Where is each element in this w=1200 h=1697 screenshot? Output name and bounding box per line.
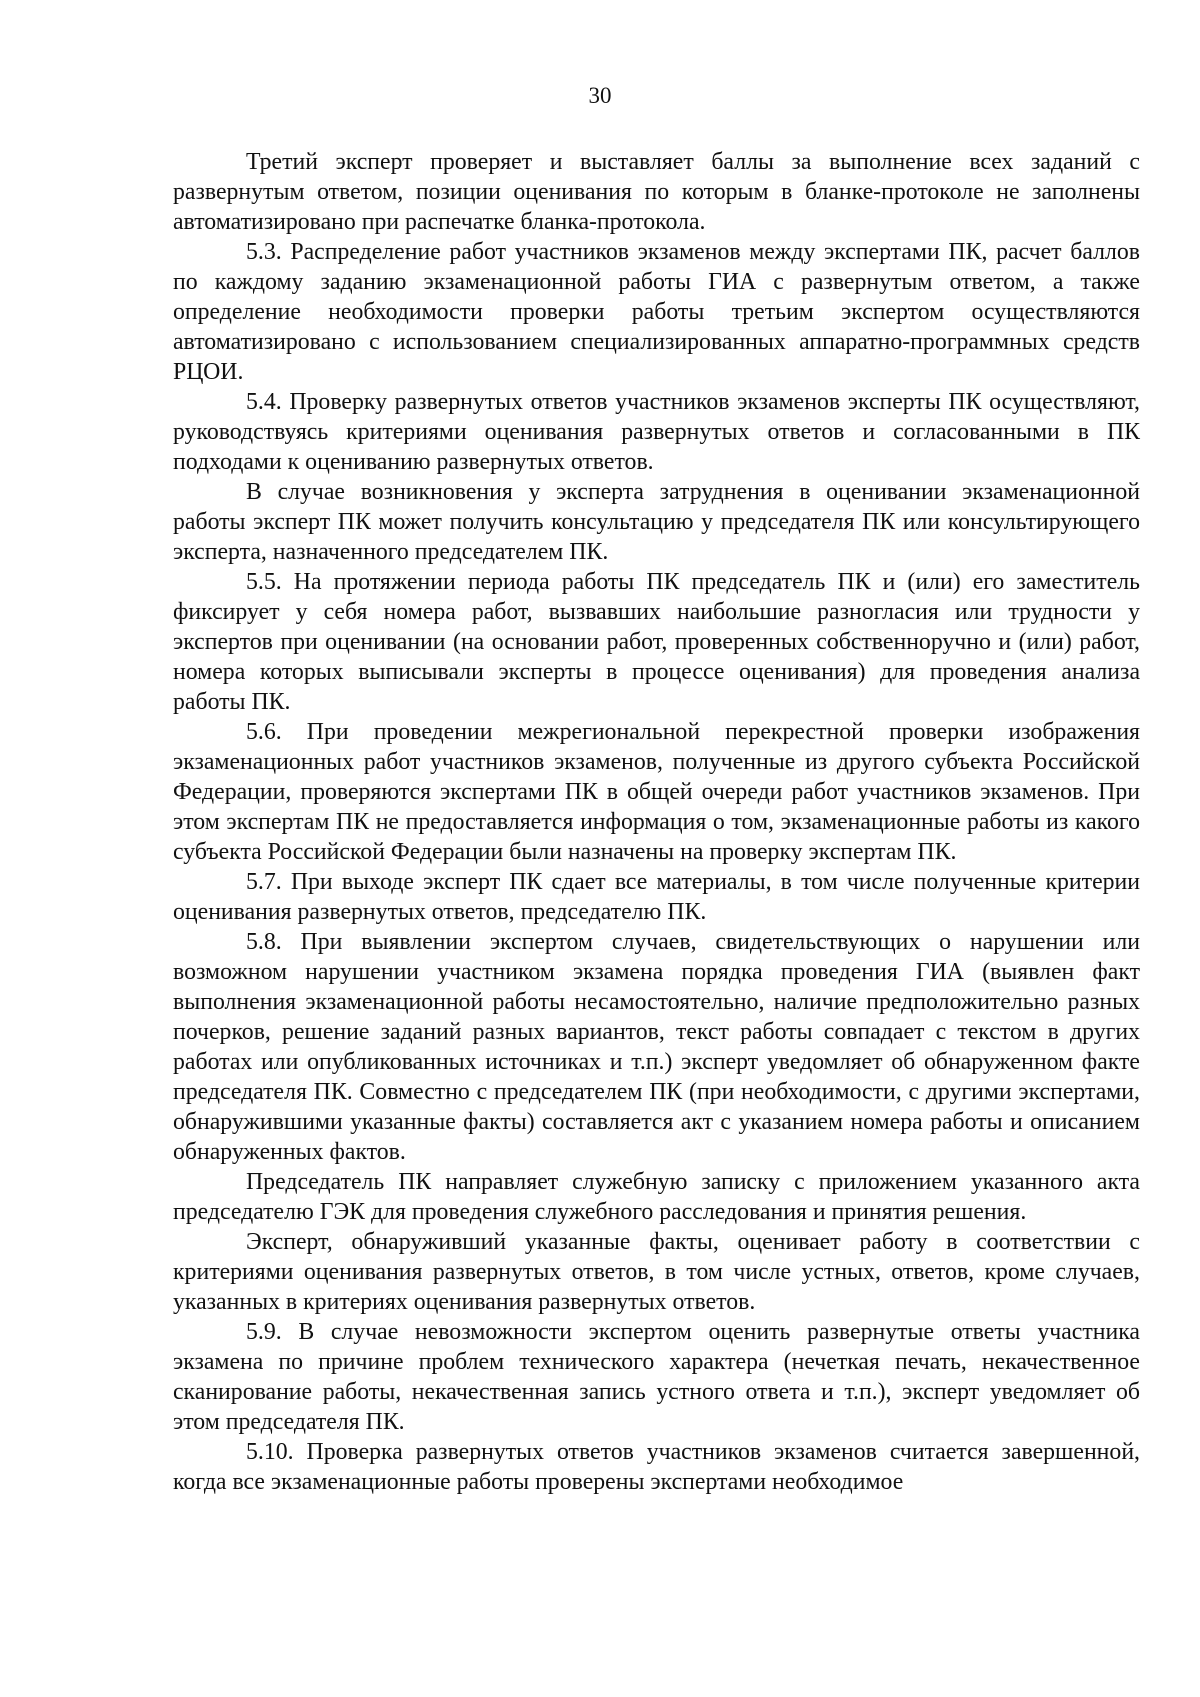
paragraph: В случае возникновения у эксперта затруднения в оценивании экзаменационной работы эксперт ПК может получить консультацию у председателя ПК или консультирующего эксперта, назначенного председателем ПК. — [173, 479, 1140, 565]
paragraph: Председатель ПК направляет служебную записку с приложением указанного акта председателю ГЭК для проведения служебного расследования и принятия решения. — [173, 1169, 1140, 1225]
paragraph: 5.4. Проверку развернутых ответов участников экзаменов эксперты ПК осуществляют, руководствуясь критериями оценивания развернутых ответов и согласованными в ПК подходами к оцениванию развернутых ответов. — [173, 389, 1140, 475]
paragraph: 5.5. На протяжении периода работы ПК председатель ПК и (или) его заместитель фиксирует у себя номера работ, вызвавших наибольшие разногласия или трудности у экспертов при оценивании (на основании работ, проверенных собственноручно и (или) работ, номера которых выписывали эксперты в процессе оценивания) для проведения анализа работы ПК. — [173, 569, 1140, 715]
paragraph: 5.7. При выходе эксперт ПК сдает все материалы, в том числе полученные критерии оценивания развернутых ответов, председателю ПК. — [173, 869, 1140, 925]
paragraph: Эксперт, обнаруживший указанные факты, оценивает работу в соответствии с критериями оценивания развернутых ответов, в том числе устных, ответов, кроме случаев, указанных в критериях оценивания развернутых ответов. — [173, 1229, 1140, 1315]
page-number: 30 — [588, 83, 612, 108]
paragraph: 5.9. В случае невозможности экспертом оценить развернутые ответы участника экзамена по причине проблем технического характера (нечеткая печать, некачественное сканирование работы, некачественная запись устного ответа и т.п.), эксперт уведомляет об этом председателя ПК. — [173, 1319, 1140, 1435]
paragraph: 5.6. При проведении межрегиональной перекрестной проверки изображения экзаменационных работ участников экзаменов, полученные из другого субъекта Российской Федерации, проверяются экспертами ПК в общей очереди работ участников экзаменов. При этом экспертам ПК не предоставляется информация о том, экзаменационные работы из какого субъекта Российской Федерации были назначены на проверку экспертам ПК. — [173, 719, 1140, 865]
paragraph: 5.3. Распределение работ участников экзаменов между экспертами ПК, расчет баллов по каждому заданию экзаменационной работы ГИА с развернутым ответом, а также определение необходимости проверки работы третьим экспертом осуществляются автоматизировано с использованием специализированных аппаратно-программных средств РЦОИ. — [173, 239, 1140, 385]
body-text — [173, 147, 1140, 1497]
paragraph: 5.8. При выявлении экспертом случаев, свидетельствующих о нарушении или возможном нарушении участником экзамена порядка проведения ГИА (выявлен факт выполнения экзаменационной работы несамостоятельно, наличие предположительно разных почерков, решение заданий разных вариантов, текст работы совпадает с текстом в других работах или опубликованных источниках и т.п.) эксперт уведомляет об обнаруженном факте председателя ПК. Совместно с председателем ПК (при необходимости, с другими экспертами, обнаружившими указанные факты) составляется акт с указанием номера работы и описанием обнаруженных фактов. — [173, 929, 1140, 1165]
paragraph: 5.10. Проверка развернутых ответов участников экзаменов считается завершенной, когда все экзаменационные работы проверены экспертами необходимое — [173, 1439, 1140, 1495]
paragraph: Третий эксперт проверяет и выставляет баллы за выполнение всех заданий с развернутым ответом, позиции оценивания по которым в бланке-протоколе не заполнены автоматизировано при распечатке бланка-протокола. — [173, 149, 1140, 235]
